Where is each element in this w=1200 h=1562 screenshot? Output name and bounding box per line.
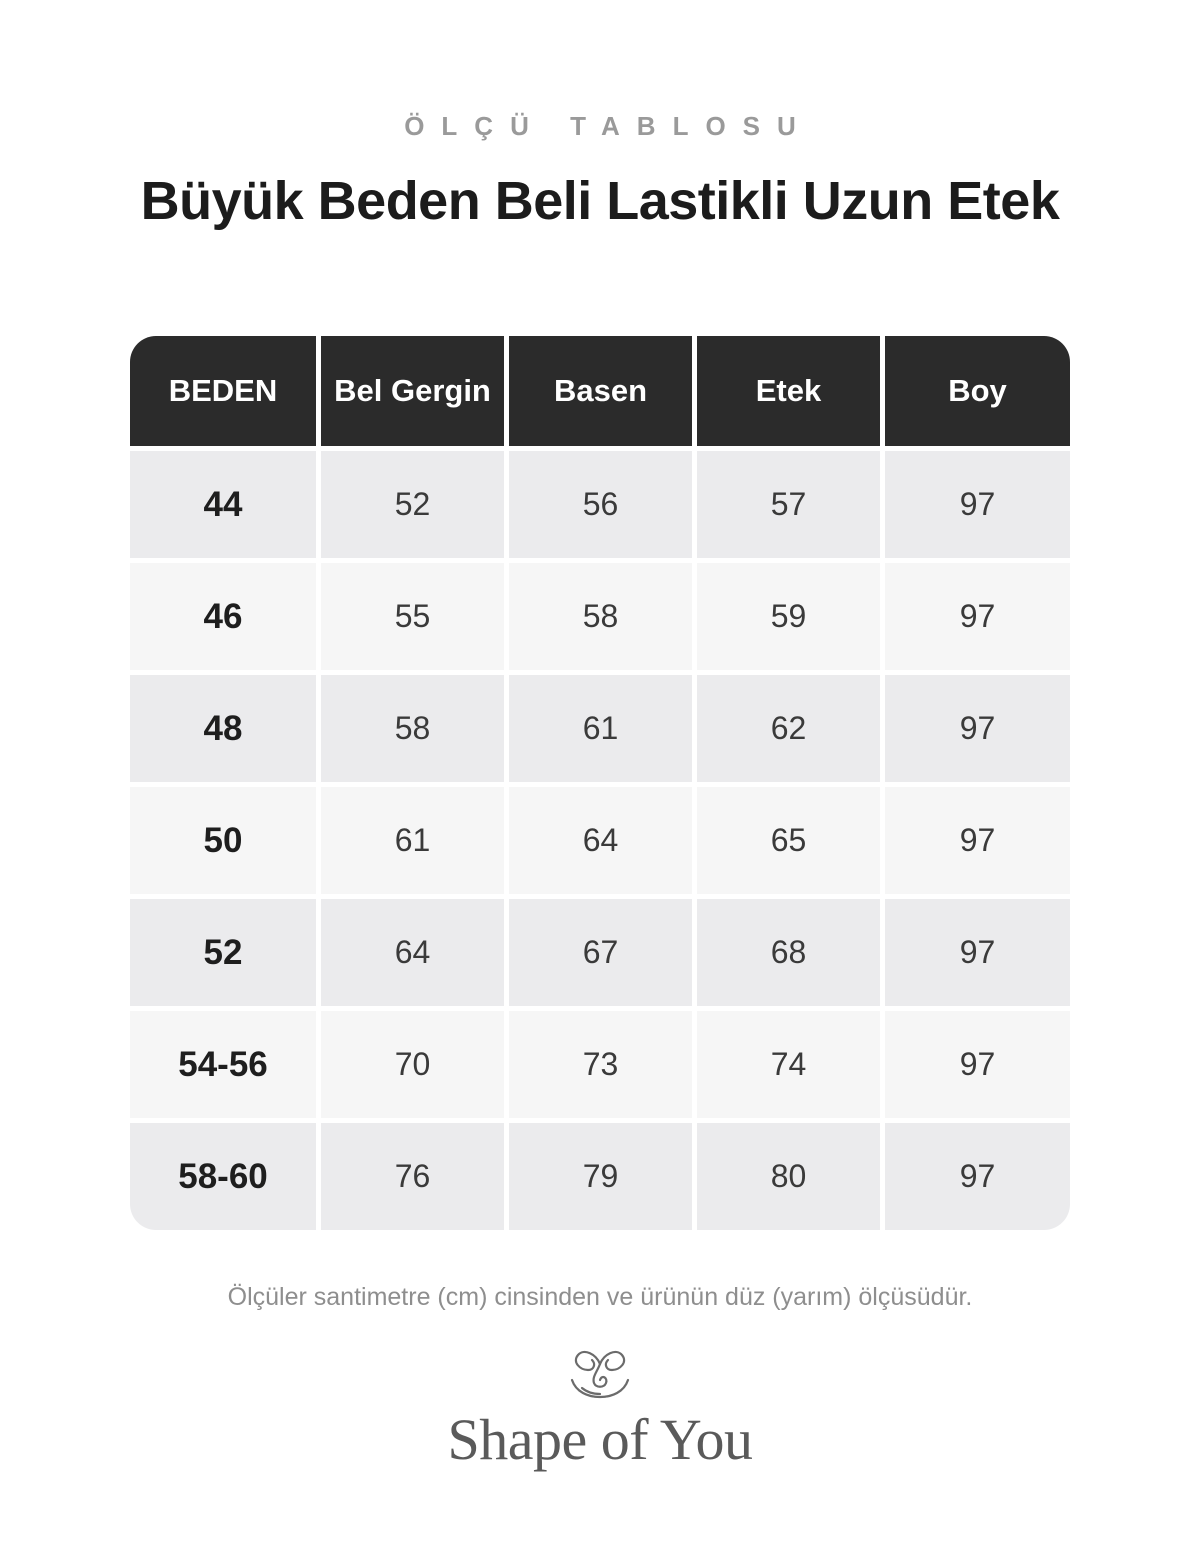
table-cell: 61	[509, 675, 692, 782]
table-cell: 74	[697, 1011, 880, 1118]
size-table	[130, 336, 1070, 1230]
table-cell: 67	[509, 899, 692, 1006]
table-cell: 73	[509, 1011, 692, 1118]
table-cell: 97	[885, 451, 1070, 558]
table-cell: 97	[885, 1011, 1070, 1118]
table-cell: 79	[509, 1123, 692, 1230]
table-cell: 56	[509, 451, 692, 558]
column-header: Basen	[509, 336, 692, 446]
table-cell: 55	[321, 563, 504, 670]
size-cell: 48	[130, 675, 316, 782]
table-cell: 97	[885, 1123, 1070, 1230]
page-title: Büyük Beden Beli Lastikli Uzun Etek	[140, 171, 1060, 231]
kicker-label: ÖLÇÜ TABLOSU	[404, 111, 813, 141]
table-cell: 58	[509, 563, 692, 670]
table-cell: 58	[321, 675, 504, 782]
table-cell: 64	[509, 787, 692, 894]
column-header: Boy	[885, 336, 1070, 446]
table-cell: 52	[321, 451, 504, 558]
heart-swirl-logo-icon	[566, 1342, 634, 1402]
table-cell: 61	[321, 787, 504, 894]
column-header: Bel Gergin	[321, 336, 504, 446]
table-cell: 97	[885, 675, 1070, 782]
brand-name: Shape of You	[447, 1407, 753, 1472]
table-cell: 57	[697, 451, 880, 558]
table-cell: 80	[697, 1123, 880, 1230]
table-cell: 97	[885, 787, 1070, 894]
table-cell: 62	[697, 675, 880, 782]
table-cell: 70	[321, 1011, 504, 1118]
size-cell: 44	[130, 451, 316, 558]
table-cell: 65	[697, 787, 880, 894]
column-header: Etek	[697, 336, 880, 446]
table-cell: 64	[321, 899, 504, 1006]
table-cell: 68	[697, 899, 880, 1006]
size-cell: 46	[130, 563, 316, 670]
column-header: BEDEN	[130, 336, 316, 446]
table-cell: 59	[697, 563, 880, 670]
table-cell: 97	[885, 563, 1070, 670]
size-cell: 50	[130, 787, 316, 894]
size-cell: 52	[130, 899, 316, 1006]
measurement-note: Ölçüler santimetre (cm) cinsinden ve ürünün düz (yarım) ölçüsüdür.	[227, 1283, 973, 1311]
table-cell: 76	[321, 1123, 504, 1230]
size-cell: 54-56	[130, 1011, 316, 1118]
table-cell: 97	[885, 899, 1070, 1006]
size-cell: 58-60	[130, 1123, 316, 1230]
